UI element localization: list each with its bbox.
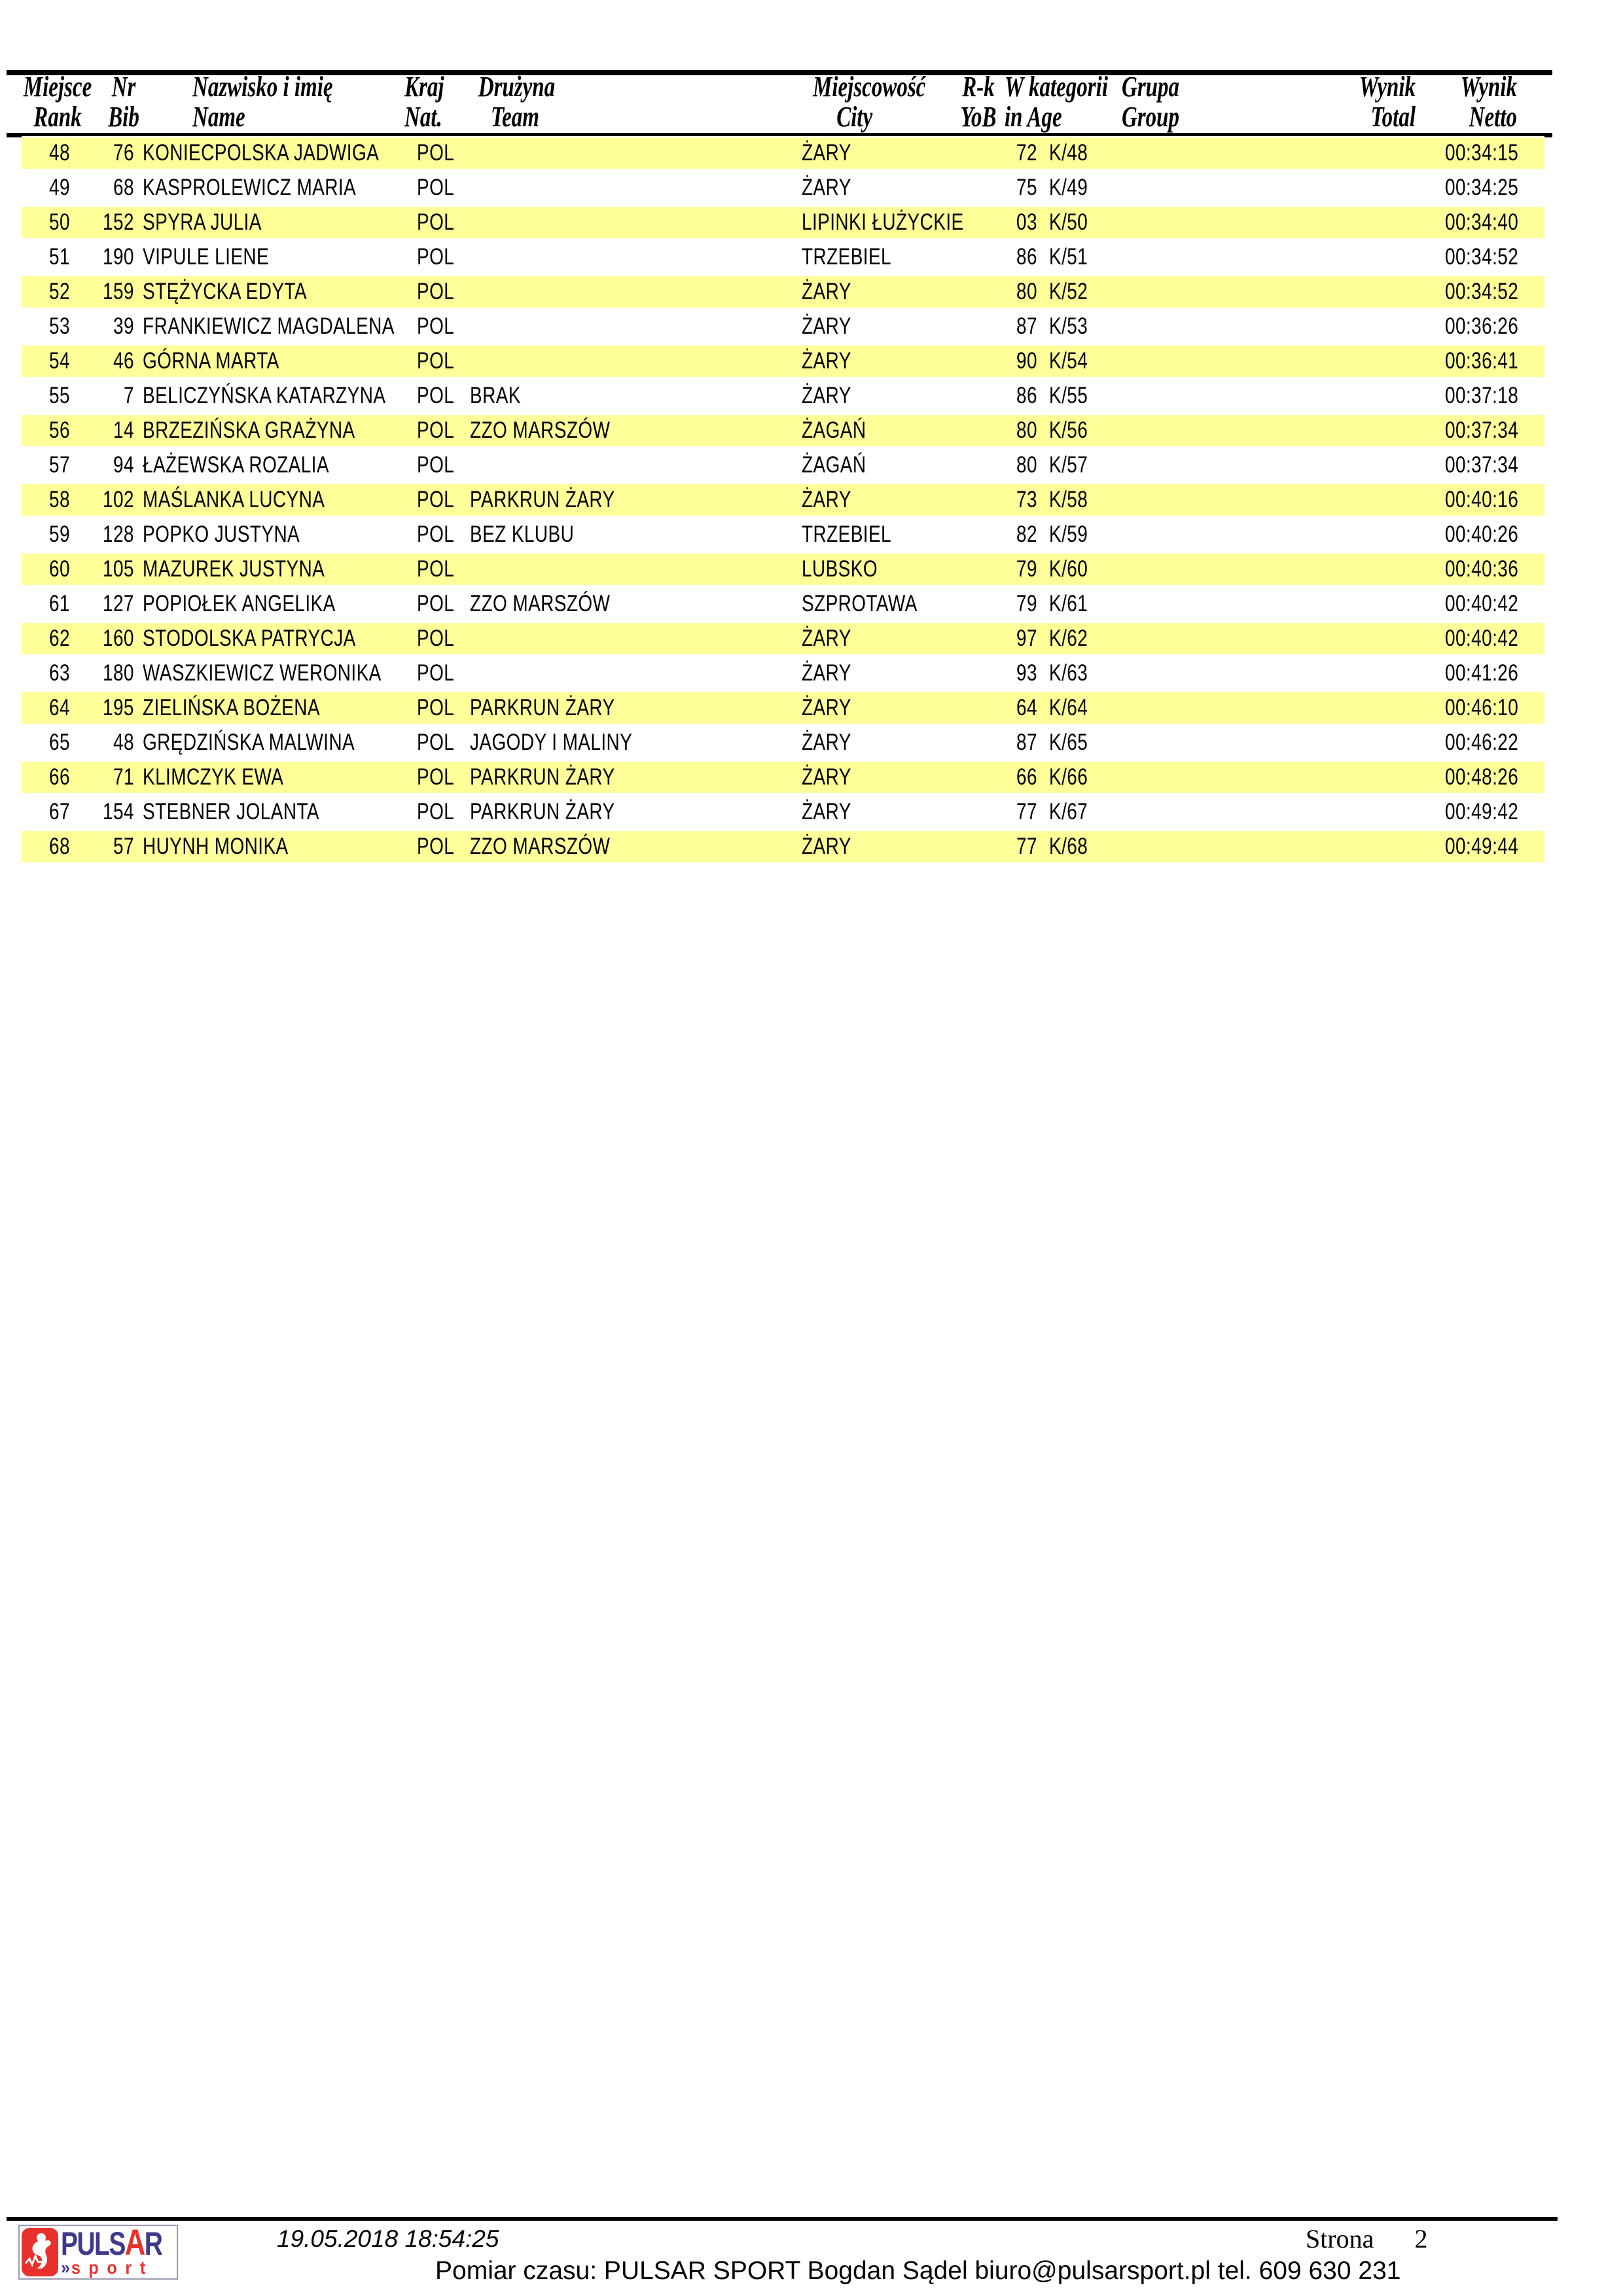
cell-total <box>1306 348 1417 374</box>
cell-name: SPYRA JULIA <box>143 209 262 235</box>
footer-timing-credit: Pomiar czasu: PULSAR SPORT Bogdan Sądel biuro@pulsarsport.pl tel. 609 630 231 <box>435 2257 1401 2285</box>
table-row <box>22 691 1544 726</box>
cell-bib: 71 <box>113 764 134 790</box>
cell-bib: 128 <box>103 521 134 547</box>
cell-rank: 66 <box>49 764 70 790</box>
cell-name: FRANKIEWICZ MAGDALENA <box>143 313 395 339</box>
cell-group <box>1170 660 1306 686</box>
cell-total <box>1306 730 1417 756</box>
column-header-city: Miejscowość City <box>813 71 926 133</box>
table-row <box>22 136 1544 171</box>
cell-rank: 53 <box>49 313 70 339</box>
cell-group <box>1170 521 1306 548</box>
cell-nationality: POL <box>417 764 455 790</box>
cell-total <box>1306 521 1417 548</box>
cell-rank: 52 <box>49 279 70 304</box>
cell-rank: 59 <box>49 521 70 547</box>
cell-group <box>1170 695 1306 721</box>
cell-name: ŁAŻEWSKA ROZALIA <box>143 452 329 478</box>
cell-city: ŻARY <box>802 140 851 166</box>
cell-yob: 86 <box>1016 383 1037 408</box>
cell-group <box>1170 279 1306 305</box>
cell-group <box>1170 591 1306 617</box>
cell-nationality: POL <box>417 209 455 235</box>
cell-rank: 48 <box>49 140 70 166</box>
cell-group <box>1170 626 1306 652</box>
cell-netto: 00:49:44 <box>1444 834 1518 859</box>
cell-category: K/53 <box>1049 313 1088 339</box>
cell-city: ŻARY <box>802 313 851 339</box>
cell-yob: 80 <box>1016 417 1037 443</box>
cell-rank: 54 <box>49 348 70 374</box>
column-header-rank: Miejsce Rank <box>23 71 92 133</box>
cell-bib: 7 <box>124 383 134 408</box>
cell-bib: 57 <box>113 834 134 859</box>
cell-nationality: POL <box>417 452 455 478</box>
table-row <box>22 240 1544 275</box>
cell-total <box>1306 452 1417 478</box>
cell-rank: 49 <box>49 175 70 200</box>
cell-category: K/64 <box>1049 695 1088 720</box>
footer-datetime: 19.05.2018 18:54:25 <box>277 2225 499 2252</box>
cell-yob: 72 <box>1016 140 1037 166</box>
cell-name: BRZEZIŃSKA GRAŻYNA <box>143 417 355 443</box>
cell-group <box>1170 313 1306 340</box>
results-table <box>22 136 1544 864</box>
cell-team: ZZO MARSZÓW <box>470 591 611 616</box>
cell-category: K/51 <box>1049 244 1088 270</box>
cell-group <box>1170 487 1306 513</box>
cell-group <box>1170 730 1306 756</box>
cell-total <box>1306 660 1417 686</box>
cell-bib: 154 <box>103 799 134 824</box>
cell-nationality: POL <box>417 556 455 582</box>
cell-rank: 50 <box>49 209 70 235</box>
cell-team: ZZO MARSZÓW <box>470 834 611 859</box>
cell-netto: 00:34:40 <box>1444 209 1518 235</box>
table-row <box>22 275 1544 309</box>
cell-name: POPIOŁEK ANGELIKA <box>143 591 336 616</box>
cell-netto: 00:41:26 <box>1444 660 1518 686</box>
cell-yob: 77 <box>1016 799 1037 824</box>
cell-netto: 00:34:15 <box>1444 140 1518 166</box>
cell-team: PARKRUN ŻARY <box>470 487 615 512</box>
cell-city: ŻARY <box>802 799 851 824</box>
table-row <box>22 518 1544 552</box>
cell-total <box>1306 279 1417 305</box>
cell-team <box>469 452 800 478</box>
cell-team: PARKRUN ŻARY <box>470 695 615 720</box>
cell-category: K/62 <box>1049 626 1088 651</box>
cell-city: ŻARY <box>802 730 851 755</box>
cell-name: KASPROLEWICZ MARIA <box>143 175 357 200</box>
cell-city: ŻARY <box>802 695 851 720</box>
cell-category: K/61 <box>1049 591 1088 616</box>
cell-netto: 00:34:52 <box>1444 244 1518 270</box>
cell-yob: 66 <box>1016 764 1037 790</box>
cell-yob: 87 <box>1016 730 1037 755</box>
cell-netto: 00:40:42 <box>1444 626 1518 651</box>
cell-rank: 55 <box>49 383 70 408</box>
cell-group <box>1170 452 1306 478</box>
table-row <box>22 830 1544 864</box>
cell-total <box>1306 209 1417 236</box>
cell-group <box>1170 244 1306 270</box>
cell-category: K/50 <box>1049 209 1088 235</box>
cell-group <box>1170 209 1306 236</box>
cell-nationality: POL <box>417 521 455 547</box>
table-row <box>22 171 1544 205</box>
table-row <box>22 205 1544 240</box>
cell-team <box>469 313 800 340</box>
cell-nationality: POL <box>417 487 455 512</box>
column-header-yob: R-k YoB <box>960 71 997 133</box>
footer-page-indicator <box>1306 2224 1427 2254</box>
cell-city: ŻARY <box>802 383 851 408</box>
cell-group <box>1170 764 1306 790</box>
cell-bib: 14 <box>113 417 134 443</box>
cell-name: ZIELIŃSKA BOŻENA <box>143 695 320 720</box>
cell-name: GÓRNA MARTA <box>143 348 279 374</box>
cell-name: KONIECPOLSKA JADWIGA <box>143 140 380 166</box>
cell-bib: 152 <box>103 209 134 235</box>
cell-name: MAŚLANKA LUCYNA <box>143 487 325 512</box>
cell-group <box>1170 799 1306 825</box>
cell-total <box>1306 591 1417 617</box>
cell-team <box>469 244 800 270</box>
cell-bib: 94 <box>113 452 134 478</box>
cell-rank: 65 <box>49 730 70 755</box>
cell-city: SZPROTAWA <box>802 591 918 616</box>
cell-yob: 82 <box>1016 521 1037 547</box>
cell-nationality: POL <box>417 626 455 651</box>
cell-total <box>1306 764 1417 790</box>
column-header-total: Wynik Total <box>1359 71 1416 133</box>
cell-team <box>469 348 800 374</box>
cell-bib: 68 <box>113 175 134 200</box>
cell-team <box>469 279 800 305</box>
table-row <box>22 726 1544 760</box>
cell-name: BELICZYŃSKA KATARZYNA <box>143 383 386 408</box>
cell-total <box>1306 487 1417 513</box>
cell-netto: 00:37:34 <box>1444 452 1518 478</box>
cell-nationality: POL <box>417 730 455 755</box>
cell-rank: 63 <box>49 660 70 686</box>
cell-bib: 48 <box>113 730 134 755</box>
cell-group <box>1170 834 1306 860</box>
table-row <box>22 552 1544 587</box>
cell-netto: 00:40:16 <box>1444 487 1518 512</box>
cell-total <box>1306 383 1417 409</box>
cell-team <box>469 556 800 582</box>
cell-city: ŻARY <box>802 660 851 686</box>
cell-city: ŻARY <box>802 279 851 304</box>
column-header-netto: Wynik Netto <box>1460 71 1517 133</box>
logo-sub-text: »sport <box>61 2257 154 2278</box>
cell-name: MAZUREK JUSTYNA <box>143 556 325 582</box>
cell-yob: 73 <box>1016 487 1037 512</box>
cell-category: K/52 <box>1049 279 1088 304</box>
cell-nationality: POL <box>417 348 455 374</box>
pulsar-runner-icon <box>22 2228 58 2276</box>
cell-team: JAGODY I MALINY <box>470 730 633 755</box>
cell-nationality: POL <box>417 660 455 686</box>
table-row <box>22 448 1544 483</box>
cell-name: GRĘDZIŃSKA MALWINA <box>143 730 355 755</box>
cell-netto: 00:34:25 <box>1444 175 1518 200</box>
cell-yob: 93 <box>1016 660 1037 686</box>
cell-category: K/58 <box>1049 487 1088 512</box>
cell-city: ŻARY <box>802 348 851 374</box>
cell-yob: 90 <box>1016 348 1037 374</box>
table-row <box>22 379 1544 414</box>
cell-bib: 39 <box>113 313 134 339</box>
cell-bib: 76 <box>113 140 134 166</box>
pulsar-sport-logo <box>18 2221 178 2280</box>
cell-team <box>469 175 800 201</box>
cell-nationality: POL <box>417 244 455 270</box>
cell-team: PARKRUN ŻARY <box>470 764 615 790</box>
cell-category: K/54 <box>1049 348 1088 374</box>
cell-city: TRZEBIEL <box>802 244 892 270</box>
cell-city: ŻARY <box>802 175 851 200</box>
table-row <box>22 344 1544 379</box>
cell-group <box>1170 556 1306 582</box>
cell-yob: 87 <box>1016 313 1037 339</box>
cell-nationality: POL <box>417 140 455 166</box>
cell-team: BRAK <box>470 383 521 408</box>
cell-total <box>1306 313 1417 340</box>
cell-netto: 00:34:52 <box>1444 279 1518 304</box>
column-header-bib: Nr Bib <box>108 71 139 133</box>
cell-rank: 57 <box>49 452 70 478</box>
cell-total <box>1306 556 1417 582</box>
cell-total <box>1306 417 1417 444</box>
cell-city: ŻARY <box>802 626 851 651</box>
cell-bib: 127 <box>103 591 134 616</box>
cell-total <box>1306 695 1417 721</box>
cell-yob: 64 <box>1016 695 1037 720</box>
cell-city: LUBSKO <box>802 556 878 582</box>
cell-bib: 195 <box>103 695 134 720</box>
cell-bib: 46 <box>113 348 134 374</box>
cell-yob: 80 <box>1016 279 1037 304</box>
column-header-group: Grupa Group <box>1122 71 1180 133</box>
cell-yob: 03 <box>1016 209 1037 235</box>
cell-bib: 105 <box>103 556 134 582</box>
cell-team <box>469 209 800 236</box>
cell-team: ZZO MARSZÓW <box>470 417 611 443</box>
column-header-nationality: Kraj Nat. <box>404 71 444 133</box>
cell-category: K/60 <box>1049 556 1088 582</box>
cell-netto: 00:49:42 <box>1444 799 1518 824</box>
cell-total <box>1306 244 1417 270</box>
cell-category: K/49 <box>1049 175 1088 200</box>
cell-rank: 64 <box>49 695 70 720</box>
cell-rank: 58 <box>49 487 70 512</box>
cell-team <box>469 660 800 686</box>
cell-rank: 61 <box>49 591 70 616</box>
cell-yob: 97 <box>1016 626 1037 651</box>
cell-city: ŻARY <box>802 764 851 790</box>
cell-rank: 67 <box>49 799 70 824</box>
table-row <box>22 622 1544 656</box>
cell-team <box>469 626 800 652</box>
cell-bib: 180 <box>103 660 134 686</box>
cell-team: PARKRUN ŻARY <box>470 799 615 824</box>
cell-bib: 102 <box>103 487 134 512</box>
cell-city: TRZEBIEL <box>802 521 892 547</box>
cell-nationality: POL <box>417 175 455 200</box>
cell-yob: 75 <box>1016 175 1037 200</box>
cell-nationality: POL <box>417 799 455 824</box>
cell-name: HUYNH MONIKA <box>143 834 289 859</box>
page-label: Strona <box>1306 2224 1374 2253</box>
cell-category: K/56 <box>1049 417 1088 443</box>
cell-nationality: POL <box>417 591 455 616</box>
cell-rank: 60 <box>49 556 70 582</box>
cell-city: ŻARY <box>802 487 851 512</box>
cell-category: K/55 <box>1049 383 1088 408</box>
cell-total <box>1306 626 1417 652</box>
table-row <box>22 795 1544 830</box>
cell-category: K/67 <box>1049 799 1088 824</box>
cell-bib: 190 <box>103 244 134 270</box>
cell-netto: 00:40:26 <box>1444 521 1518 547</box>
cell-nationality: POL <box>417 313 455 339</box>
cell-category: K/48 <box>1049 140 1088 166</box>
cell-netto: 00:46:10 <box>1444 695 1518 720</box>
cell-rank: 62 <box>49 626 70 651</box>
cell-city: ŻAGAŃ <box>802 417 866 443</box>
chevron-icon: » <box>61 2257 71 2278</box>
cell-total <box>1306 834 1417 860</box>
cell-bib: 159 <box>103 279 134 304</box>
table-row <box>22 656 1544 691</box>
cell-nationality: POL <box>417 695 455 720</box>
cell-netto: 00:48:26 <box>1444 764 1518 790</box>
cell-group <box>1170 140 1306 166</box>
cell-category: K/66 <box>1049 764 1088 790</box>
cell-name: STODOLSKA PATRYCJA <box>143 626 356 651</box>
table-row <box>22 483 1544 518</box>
cell-rank: 51 <box>49 244 70 270</box>
cell-team: BEZ KLUBU <box>470 521 575 547</box>
table-row <box>22 760 1544 795</box>
cell-total <box>1306 140 1417 166</box>
cell-group <box>1170 417 1306 444</box>
cell-name: STEBNER JOLANTA <box>143 799 319 824</box>
table-row <box>22 414 1544 448</box>
cell-name: STĘŻYCKA EDYTA <box>143 279 307 304</box>
cell-group <box>1170 383 1306 409</box>
cell-city: LIPINKI ŁUŻYCKIE <box>802 209 964 235</box>
cell-category: K/63 <box>1049 660 1088 686</box>
cell-netto: 00:40:42 <box>1444 591 1518 616</box>
cell-category: K/68 <box>1049 834 1088 859</box>
cell-name: KLIMCZYK EWA <box>143 764 284 790</box>
cell-nationality: POL <box>417 417 455 443</box>
cell-group <box>1170 175 1306 201</box>
cell-rank: 56 <box>49 417 70 443</box>
table-row <box>22 587 1544 622</box>
cell-group <box>1170 348 1306 374</box>
cell-city: ŻAGAŃ <box>802 452 866 478</box>
cell-nationality: POL <box>417 279 455 304</box>
cell-rank: 68 <box>49 834 70 859</box>
logo-brand-text: PULSAR <box>61 2221 162 2263</box>
cell-team <box>469 140 800 166</box>
cell-category: K/59 <box>1049 521 1088 547</box>
page-number: 2 <box>1414 2224 1428 2253</box>
cell-yob: 86 <box>1016 244 1037 270</box>
cell-yob: 79 <box>1016 591 1037 616</box>
table-row <box>22 309 1544 344</box>
cell-netto: 00:36:41 <box>1444 348 1518 374</box>
cell-bib: 160 <box>103 626 134 651</box>
cell-total <box>1306 175 1417 201</box>
cell-netto: 00:36:26 <box>1444 313 1518 339</box>
cell-category: K/57 <box>1049 452 1088 478</box>
cell-netto: 00:37:34 <box>1444 417 1518 443</box>
footer-rule <box>7 2217 1558 2221</box>
cell-nationality: POL <box>417 383 455 408</box>
cell-category: K/65 <box>1049 730 1088 755</box>
cell-city: ŻARY <box>802 834 851 859</box>
cell-name: VIPULE LIENE <box>143 244 270 270</box>
cell-netto: 00:46:22 <box>1444 730 1518 755</box>
cell-name: WASZKIEWICZ WERONIKA <box>143 660 382 686</box>
column-header-team: Drużyna Team <box>478 71 556 133</box>
cell-netto: 00:40:36 <box>1444 556 1518 582</box>
cell-nationality: POL <box>417 834 455 859</box>
cell-netto: 00:37:18 <box>1444 383 1518 408</box>
cell-yob: 79 <box>1016 556 1037 582</box>
column-header-category: W kategorii in Age <box>1005 71 1108 133</box>
cell-name: POPKO JUSTYNA <box>143 521 300 547</box>
column-header-name: Nazwisko i imię Name <box>192 71 333 133</box>
cell-yob: 80 <box>1016 452 1037 478</box>
cell-total <box>1306 799 1417 825</box>
cell-yob: 77 <box>1016 834 1037 859</box>
